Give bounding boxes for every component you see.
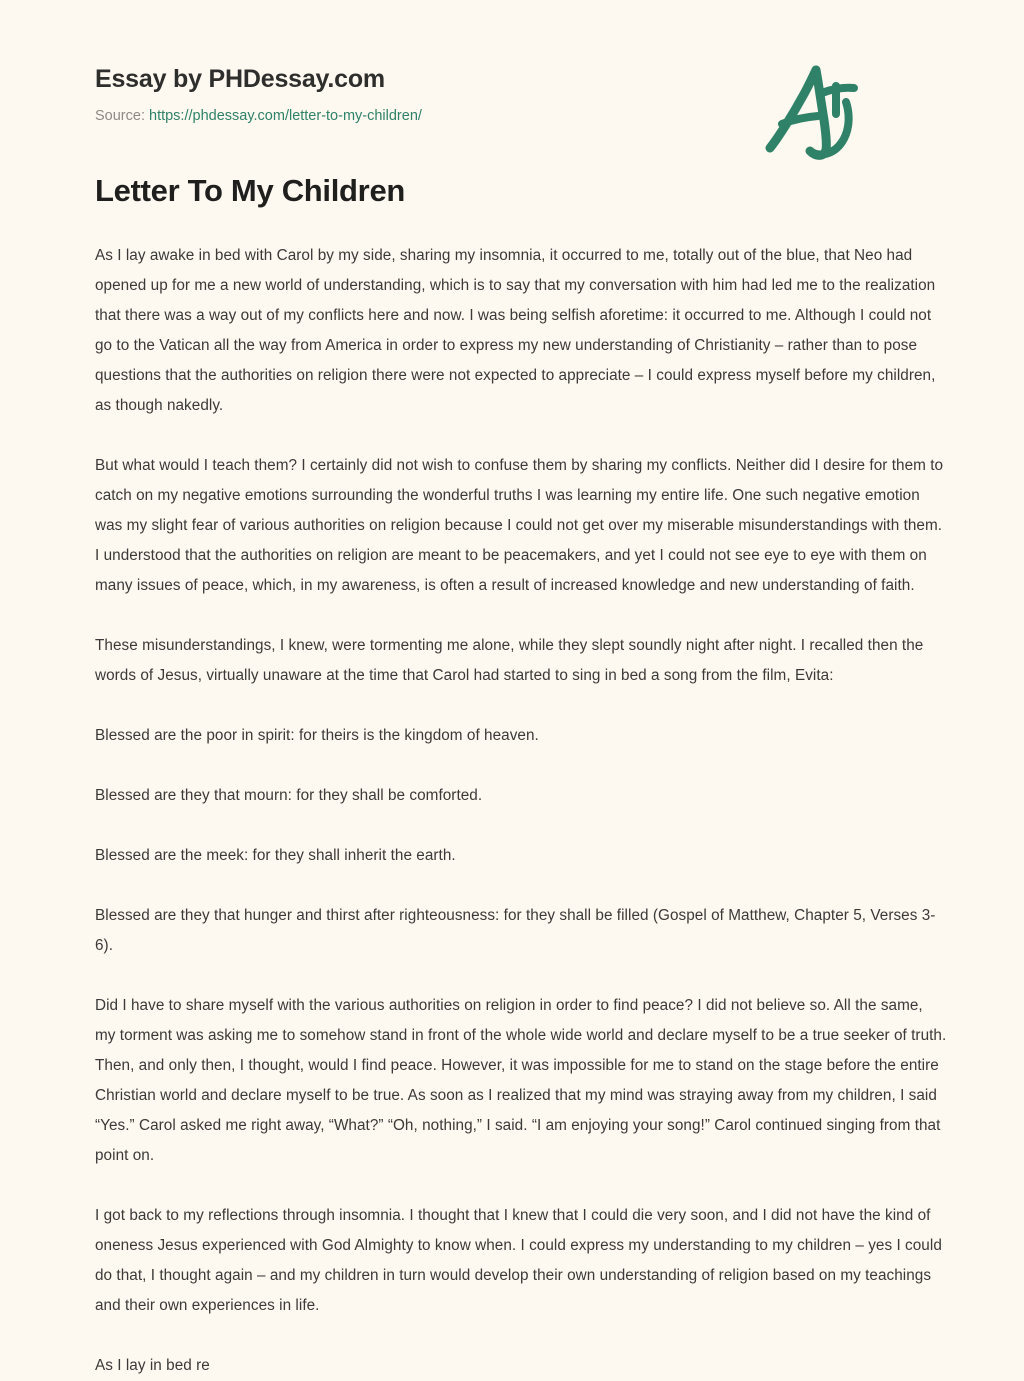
paragraph: But what would I teach them? I certainly did not wish to confuse them by sharing my conflicts. Neither did I desire for them to catch on my negative emotions surrounding the wonderful truths I was learning my entire life. One such negative emotion was my slight fear of various authorities on religion because I could not get over my miserable misunderstandings with them. I understood that the authorities on religion are meant to be peacemakers, and yet I could not see eye to eye with them on many issues of peace, which, in my awareness, is often a result of increased knowledge and new understanding of faith. (95, 457, 944, 595)
page-title: Letter To My Children (95, 173, 406, 208)
byline: Essay by PHDessay.com (95, 65, 385, 93)
paragraph-verse: Blessed are the meek: for they shall inherit the earth. (95, 847, 456, 865)
essay-body (95, 241, 947, 1381)
paragraph-verse: Blessed are they that hunger and thirst after righteousness: for they shall be filled (Gospel of Matthew, Chapter 5, Verses 3-6). (95, 907, 936, 955)
document-header (80, 0, 944, 124)
source-url-link[interactable]: https://phdessay.com/letter-to-my-children/ (149, 107, 422, 124)
paragraph-truncated: As I lay in bed re (95, 1357, 210, 1375)
paragraph: These misunderstandings, I knew, were tormenting me alone, while they slept soundly night after night. I recalled then the words of Jesus, virtually unaware at the time that Carol had started to sing in bed a song from the film, Evita: (95, 637, 924, 685)
paragraph-verse: Blessed are they that mourn: for they shall be comforted. (95, 787, 483, 805)
paragraph: As I lay awake in bed with Carol by my side, sharing my insomnia, it occurred to me, totally out of the blue, that Neo had opened up for me a new world of understanding, which is to say that my conversation with him had led me to the realization that there was a way out of my conflicts here and now. I was being selfish aforetime: it occurred to me. Although I could not go to the Vatican all the way from America in order to express my new understanding of Christianity – rather than to pose questions that the authorities on religion there were not expected to appreciate – I could express myself before my children, as though nakedly. (95, 247, 936, 415)
source-label: Source: (95, 107, 149, 124)
paragraph: Did I have to share myself with the various authorities on religion in order to find peace? I did not believe so. All the same, my torment was asking me to somehow stand in front of the whole wide world and declare myself to be a true seeker of truth. Then, and only then, I thought, would I find peace. However, it was impossible for me to stand on the stage before the entire Christian world and declare myself to be true. As soon as I realized that my mind was straying away from my children, I said “Yes.” Carol asked me right away, “What?” “Oh, nothing,” I said. “I am enjoying your song!” Carol continued singing from that point on. (95, 997, 947, 1165)
paragraph-verse: Blessed are the poor in spirit: for theirs is the kingdom of heaven. (95, 727, 539, 745)
aplus-logo-icon (758, 58, 878, 162)
paragraph: I got back to my reflections through insomnia. I thought that I knew that I could die very soon, and I did not have the kind of oneness Jesus experienced with God Almighty to know when. I could express my understanding to my children – yes I could do that, I thought again – and my children in turn would develop their own understanding of religion based on my teachings and their own experiences in life. (95, 1207, 942, 1315)
